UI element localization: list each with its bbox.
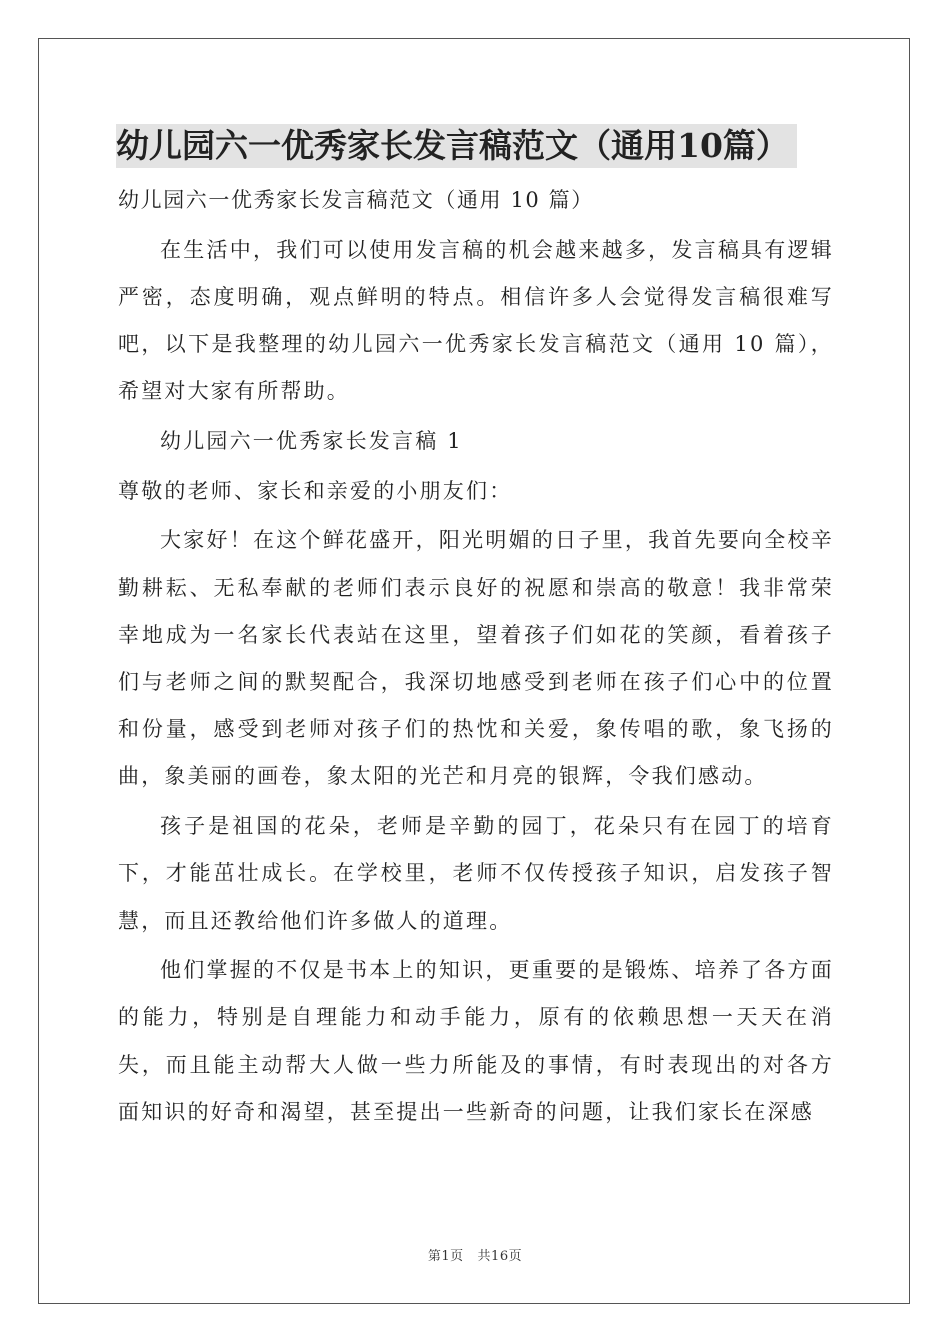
- body-paragraph: 孩子是祖国的花朵，老师是辛勤的园丁，花朵只有在园丁的培育下，才能茁壮成长。在学校里，老师不仅传授孩子知识，启发孩子智慧，而且还教给他们许多做人的道理。: [118, 814, 834, 933]
- page-number-footer: 第1页 共16页: [427, 1249, 523, 1264]
- document-body: [118, 177, 834, 1139]
- intro-paragraph: 在生活中，我们可以使用发言稿的机会越来越多，发言稿具有逻辑严密，态度明确，观点鲜明的特点。相信许多人会觉得发言稿很难写吧，以下是我整理的幼儿园六一优秀家长发言稿范文（通用 10 篇），希望对大家有所帮助。: [118, 237, 834, 404]
- body-paragraph: 他们掌握的不仅是书本上的知识，更重要的是锻炼、培养了各方面的能力，特别是自理能力和动手能力，原有的依赖思想一天天在消失，而且能主动帮大人做一些力所能及的事情，有时表现出的对各方面知识的好奇和渴望，甚至提出一些新奇的问题，让我们家长在深感: [118, 958, 834, 1124]
- document-title: 幼儿园六一优秀家长发言稿范文（通用10篇）: [116, 124, 797, 168]
- section-heading: 幼儿园六一优秀家长发言稿 1: [160, 429, 463, 454]
- document-subtitle: 幼儿园六一优秀家长发言稿范文（通用 10 篇）: [118, 188, 594, 212]
- body-paragraph: 大家好！在这个鲜花盛开，阳光明媚的日子里，我首先要向全校辛勤耕耘、无私奉献的老师们表示良好的祝愿和崇高的敬意！我非常荣幸地成为一名家长代表站在这里，望着孩子们如花的笑颜，看着孩子们与老师之间的默契配合，我深切地感受到老师在孩子们心中的位置和份量，感受到老师对孩子们的热忱和关爱，象传唱的歌，象飞扬的曲，象美丽的画卷，象太阳的光芒和月亮的银辉，令我们感动。: [118, 528, 834, 789]
- salutation: 尊敬的老师、家长和亲爱的小朋友们：: [118, 478, 513, 503]
